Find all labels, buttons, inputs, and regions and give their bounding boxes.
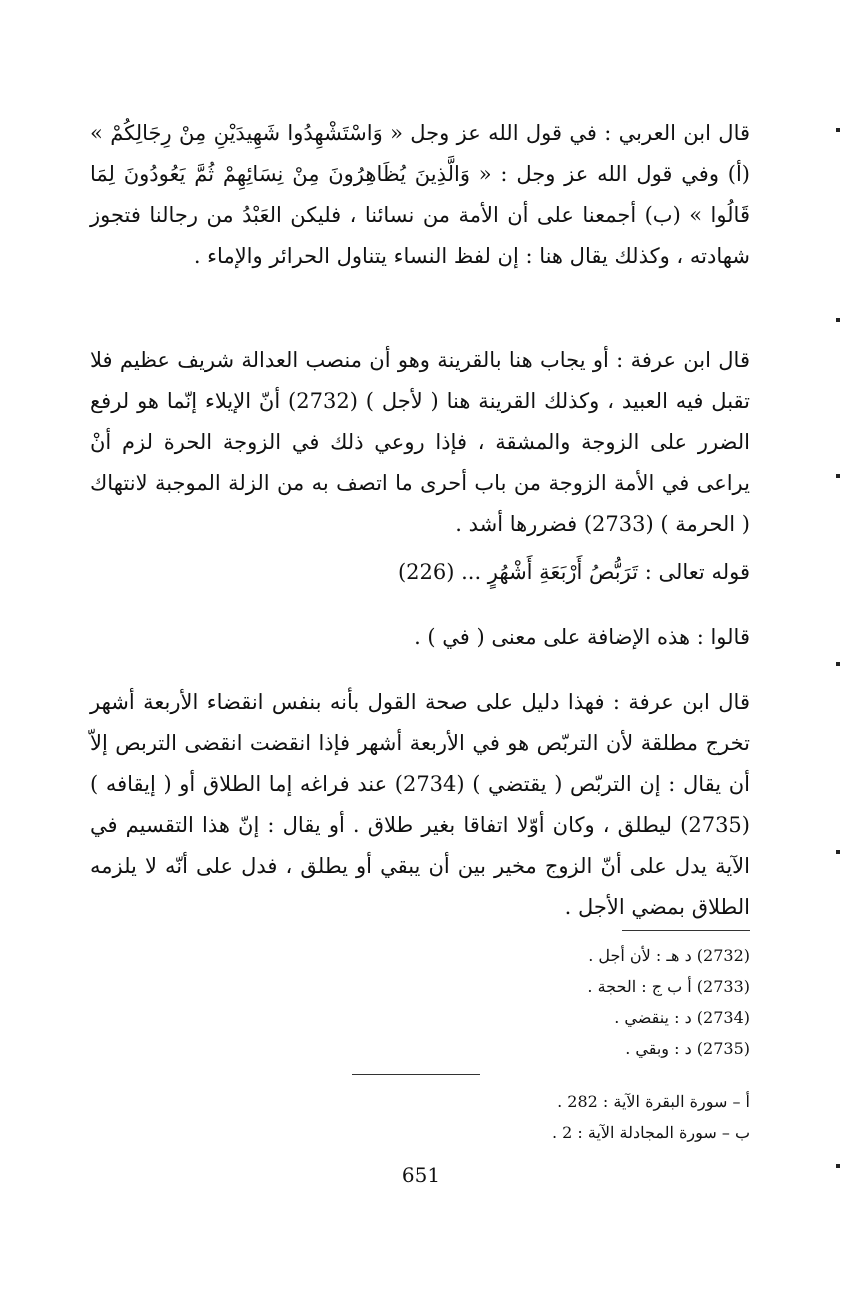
scan-edge-mark: [836, 128, 840, 132]
paragraph-qalu: قالوا : هذه الإضافة على معنى ( في ) .: [414, 625, 750, 649]
scan-edge-mark: [836, 474, 840, 478]
footnote-2735: (2735) د : وبقي .: [625, 1039, 750, 1058]
scan-edge-mark: [836, 662, 840, 666]
paragraph-ibn-arafa-2: قال ابن عرفة : فهذا دليل على صحة القول بأنه بنفس انقضاء الأربعة أشهر تخرج مطلقة لأن التربّص هو في الأربعة أشهر فإذا انقضت انقضى التربص إلاّ أن يقال : إن التربّص ( يقتضي ) (2734) عند فراغه إما الطلاق أو ( إيقافه ) (2735) ليطلق ، وكان أوّلا اتفاقا بغير طلاق . أو يقال : إنّ هذا التقسيم في الآية يدل على أنّ الزوج مخير بين أن يبقي أو يطلق ، فدل على أنّه لا يلزمه الطلاق بمضي الأجل .: [90, 690, 750, 919]
source-footnotes: [330, 1086, 750, 1148]
footnote-2732: (2732) د هـ : لأن أجل .: [588, 946, 750, 965]
footnote-2733: (2733) أ ب ج : الحجة .: [587, 977, 750, 996]
scan-edge-mark: [836, 850, 840, 854]
variant-footnotes: [450, 940, 750, 1064]
paragraph-ibn-arafa-1: قال ابن عرفة : أو يجاب هنا بالقرينة وهو أن منصب العدالة شريف عظيم فلا تقبل فيه العبيد ، وكذلك القرينة هنا ( لأجل ) (2732) أنّ الإيلاء إنّما هو لرفع الضرر على الزوجة والمشقة ، فإذا روعي ذلك في الزوجة الحرة لزم أنْ يراعى في الأمة الزوجة من باب أحرى ما اتصف به من الزلة الموجبة لانتهاك ( الحرمة ) (2733) فضررها أشد .: [90, 348, 751, 536]
verse-quote: قوله تعالى : تَرَبُّصُ أَرْبَعَةِ أَشْهُرٍ ... (226): [397, 560, 750, 584]
footnote-2734: (2734) د : ينقضي .: [614, 1008, 750, 1027]
source-note-a: أ – سورة البقرة الآية : 282 .: [557, 1092, 750, 1111]
scan-edge-mark: [836, 318, 840, 322]
footnote-divider: [622, 930, 750, 931]
source-divider: [352, 1074, 480, 1075]
paragraph-ibn-al-arabi: قال ابن العربي : في قول الله عز وجل « وَاسْتَشْهِدُوا شَهِيدَيْنِ مِنْ رِجَالِكُمْ » (أ) وفي قول الله عز وجل : « وَالَّذِينَ يُظَاهِرُونَ مِنْ نِسَائِهِمْ ثُمَّ يَعُودُونَ لِمَا قَالُوا » (ب) أجمعنا على أن الأمة من نسائنا ، فليكن العَبْدُ من رجالنا فتجوز شهادته ، وكذلك يقال هنا : إن لفظ النساء يتناول الحرائر والإماء .: [90, 121, 750, 268]
source-note-b: ب – سورة المجادلة الآية : 2 .: [551, 1123, 750, 1142]
page-number: 651: [401, 1163, 441, 1187]
